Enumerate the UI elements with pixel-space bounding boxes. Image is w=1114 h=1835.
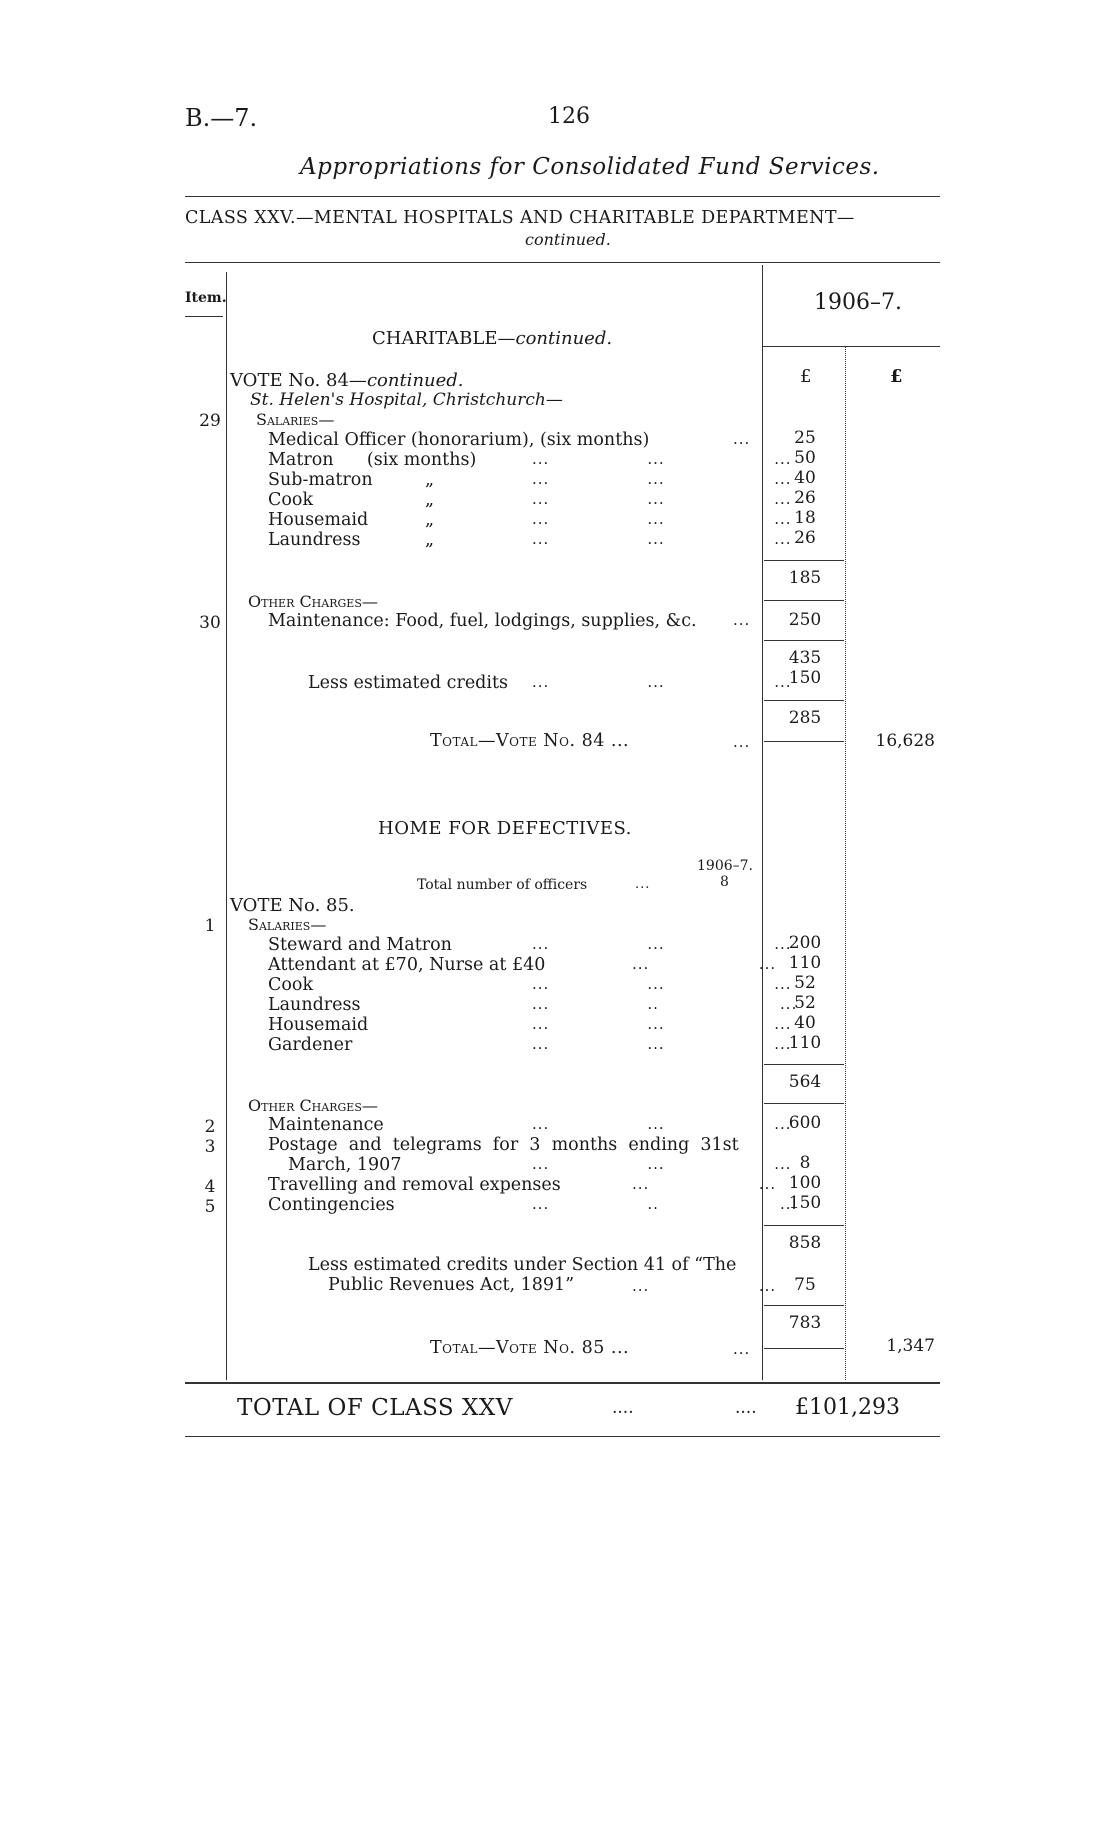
officers-year: 1906–7.	[697, 858, 753, 874]
subtotal-column-divider	[845, 346, 846, 1380]
value-gardener: 110	[788, 1033, 822, 1053]
vote-84-label: VOTE No. 84—	[230, 370, 367, 391]
leader-dots: ... ... ...	[532, 470, 792, 488]
total-vote-84-label: Total—Vote No. 84 ...	[430, 731, 630, 751]
total-vote-85-value: 1,347	[886, 1336, 935, 1356]
line-sub-matron: Sub-matron	[268, 470, 373, 490]
value-maintenance-85: 600	[788, 1113, 822, 1133]
line-cook-84: Cook	[268, 490, 314, 510]
class-rule	[185, 262, 940, 263]
value-laundress-84: 26	[794, 528, 816, 548]
class-continued: continued.	[525, 230, 611, 249]
salaries-total-85: 564	[788, 1072, 822, 1092]
grand-total-top-rule	[185, 1382, 940, 1384]
line-steward-matron: Steward and Matron	[268, 935, 452, 955]
less-credits-value-84: 150	[788, 668, 822, 688]
leader-dots: ... ... ...	[532, 1015, 792, 1033]
class-title: CLASS XXV.—MENTAL HOSPITALS AND CHARITABLE DEPARTMENT—	[185, 208, 855, 228]
subtotal-rule	[764, 560, 844, 561]
line-laundress-84: Laundress	[268, 530, 361, 550]
value-contingencies: 150	[788, 1193, 822, 1213]
ditto-mark: „	[425, 510, 435, 530]
value-steward-matron: 200	[788, 933, 822, 953]
leader-dots: ... ...	[632, 955, 777, 973]
vote-84-heading	[230, 370, 464, 391]
page-number: 126	[548, 104, 590, 129]
subtotal-rule	[764, 1064, 844, 1065]
value-attendant-nurse: 110	[788, 953, 822, 973]
officers-label: Total number of officers	[417, 877, 588, 893]
subtotal-rule	[764, 1225, 844, 1226]
vote-84-cont: continued.	[366, 370, 464, 391]
line-laundress-85: Laundress	[268, 995, 361, 1015]
item-number-30: 30	[199, 613, 221, 633]
charitable-heading-text: CHARITABLE—	[372, 328, 516, 349]
subtotal-rule	[764, 700, 844, 701]
salaries-total-84: 185	[788, 568, 822, 588]
value-medical-officer: 25	[794, 428, 816, 448]
title-rule	[185, 196, 940, 197]
leader-dots: ... ... ...	[532, 1115, 792, 1133]
item-number-4: 4	[204, 1177, 216, 1197]
leader-dots: ... ... ...	[532, 935, 792, 953]
leader-dots: ...	[635, 877, 651, 892]
year-header-rule	[762, 346, 940, 347]
subtotal-rule	[764, 600, 844, 601]
net-85: 783	[788, 1313, 822, 1333]
leader-dots: ... ...	[632, 1277, 777, 1295]
line-medical-officer: Medical Officer (honorarium), (six months)	[268, 430, 650, 450]
line-postage: Postage and telegrams for 3 months ending 31st	[268, 1135, 739, 1155]
item-number-29: 29	[199, 411, 221, 431]
charitable-heading-cont: continued.	[515, 328, 613, 349]
other-charges-heading-85: Other Charges—	[248, 1096, 378, 1115]
leader-dots: ...	[733, 611, 751, 629]
value-travelling: 100	[788, 1173, 822, 1193]
subtotal-84: 435	[788, 648, 822, 668]
grand-total-dots-1: ....	[612, 1398, 634, 1418]
leader-dots: ... ... ...	[532, 1155, 792, 1173]
leader-dots: ... ... ...	[532, 673, 792, 691]
value-matron: 50	[794, 448, 816, 468]
value-cook-84: 26	[794, 488, 816, 508]
line-postage-cont: March, 1907	[288, 1155, 402, 1175]
line-housemaid-85: Housemaid	[268, 1015, 369, 1035]
vote-85-heading: VOTE No. 85.	[230, 895, 355, 916]
leader-dots: ... .. ...	[532, 1195, 798, 1213]
leader-dots: ... ... ...	[532, 510, 792, 528]
hospital-heading: St. Helen's Hospital, Christchurch—	[250, 390, 563, 410]
leader-dots: ... ... ...	[532, 490, 792, 508]
leader-dots: ... ... ...	[532, 975, 792, 993]
salaries-heading-84: Salaries—	[256, 410, 335, 429]
line-contingencies: Contingencies	[268, 1195, 395, 1215]
charitable-heading	[372, 328, 612, 349]
line-attendant-nurse: Attendant at £70, Nurse at £40	[268, 955, 546, 975]
ditto-mark: „	[425, 490, 435, 510]
subtotal-rule	[764, 640, 844, 641]
subtotal-rule	[764, 1305, 844, 1306]
item-number-1: 1	[204, 916, 216, 936]
other-charges-heading-84: Other Charges—	[248, 592, 378, 611]
pound-unit-2: £	[890, 366, 903, 387]
total-vote-85-label: Total—Vote No. 85 ...	[430, 1338, 630, 1358]
line-cook-85: Cook	[268, 975, 314, 995]
leader-dots: ... ...	[632, 1175, 777, 1193]
less-credits-85-cont: Public Revenues Act, 1891”	[328, 1275, 575, 1295]
line-maintenance-84: Maintenance: Food, fuel, lodgings, supplies, &c.	[268, 611, 697, 631]
item-number-3: 3	[204, 1137, 216, 1157]
less-credits-value-85: 75	[794, 1275, 816, 1295]
value-sub-matron: 40	[794, 468, 816, 488]
grand-total-dots-2: ....	[735, 1398, 757, 1418]
year-column-header: 1906–7.	[814, 290, 902, 315]
grand-total-bottom-rule	[185, 1436, 940, 1437]
item-number-5: 5	[204, 1197, 216, 1217]
page-title: Appropriations for Consolidated Fund Services.	[300, 154, 880, 180]
grand-total-value: £101,293	[795, 1395, 900, 1420]
item-number-2: 2	[204, 1117, 216, 1137]
value-maintenance-84: 250	[788, 610, 822, 630]
officers-count: 8	[720, 874, 729, 890]
leader-dots: ...	[733, 1340, 751, 1358]
line-maintenance-85: Maintenance	[268, 1115, 384, 1135]
item-column-header: Item.	[185, 290, 227, 306]
subtotal-85: 858	[788, 1233, 822, 1253]
document-ref: B.—7.	[185, 104, 258, 132]
item-header-rule	[185, 316, 223, 317]
subtotal-rule	[764, 1103, 844, 1104]
leader-dots: ...	[733, 733, 751, 751]
less-credits-85: Less estimated credits under Section 41 of “The	[308, 1255, 737, 1275]
defectives-heading: HOME FOR DEFECTIVES.	[378, 818, 632, 839]
pound-unit-1: £	[800, 366, 812, 387]
leader-dots: ... .. ...	[532, 995, 798, 1013]
leader-dots: ... ... ...	[532, 530, 792, 548]
leader-dots: ... ... ...	[532, 1035, 792, 1053]
value-housemaid-84: 18	[794, 508, 816, 528]
ditto-mark: „	[425, 530, 435, 550]
line-housemaid-84: Housemaid	[268, 510, 369, 530]
total-vote-84-value: 16,628	[875, 731, 935, 751]
value-housemaid-85: 40	[794, 1013, 816, 1033]
line-travelling: Travelling and removal expenses	[268, 1175, 561, 1195]
value-postage: 8	[799, 1153, 811, 1173]
grand-total-label: TOTAL OF CLASS XXV	[237, 1395, 513, 1421]
value-cook-85: 52	[794, 973, 816, 993]
leader-dots: ... ... ...	[532, 450, 792, 468]
less-credits-84: Less estimated credits	[308, 673, 508, 693]
line-gardener: Gardener	[268, 1035, 353, 1055]
net-84: 285	[788, 708, 822, 728]
salaries-heading-85: Salaries—	[248, 915, 327, 934]
line-matron: Matron (six months)	[268, 450, 477, 470]
ditto-mark: „	[425, 470, 435, 490]
value-laundress-85: 52	[794, 993, 816, 1013]
leader-dots: ...	[733, 430, 751, 448]
